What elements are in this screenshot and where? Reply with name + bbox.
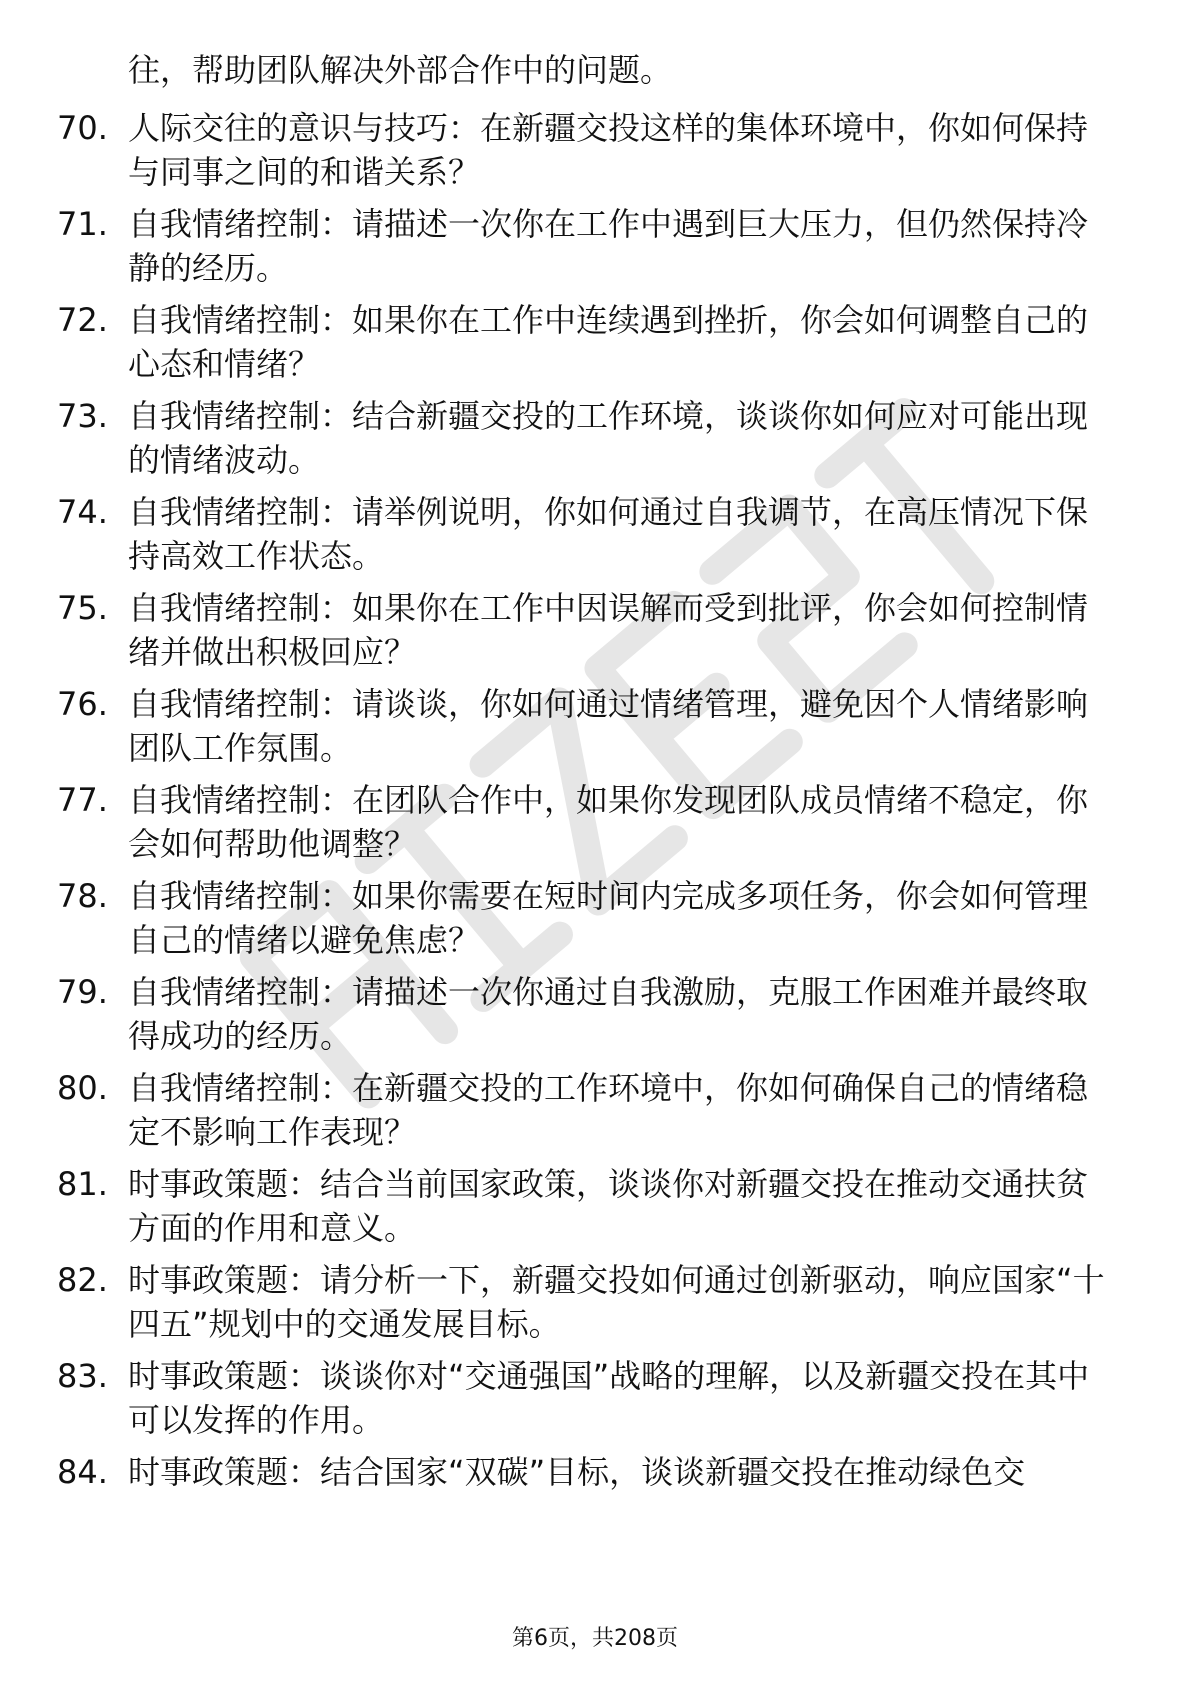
question-number: 81. xyxy=(57,1165,108,1203)
question-number: 82. xyxy=(57,1261,108,1299)
question-number: 76. xyxy=(57,685,108,723)
question-text: 自我情绪控制：如果你需要在短时间内完成多项任务，你会如何管理自己的情绪以避免焦虑？ xyxy=(128,877,1089,959)
page-number-footer: 第6页，共208页 xyxy=(512,1626,678,1651)
question-number: 83. xyxy=(57,1357,108,1395)
question-number: 70. xyxy=(57,109,108,147)
question-number: 75. xyxy=(57,589,108,627)
question-number: 84. xyxy=(57,1453,108,1491)
question-text: 时事政策题：结合国家“双碳”目标，谈谈新疆交投在推动绿色交 xyxy=(128,1453,1026,1491)
question-text: 自我情绪控制：结合新疆交投的工作环境，谈谈你如何应对可能出现的情绪波动。 xyxy=(128,397,1089,479)
question-number: 73. xyxy=(57,397,108,435)
question-text: 自我情绪控制：如果你在工作中因误解而受到批评，你会如何控制情绪并做出积极回应？ xyxy=(128,589,1089,671)
question-text: 自我情绪控制：如果你在工作中连续遇到挫折，你会如何调整自己的心态和情绪？ xyxy=(128,301,1089,383)
question-number: 72. xyxy=(57,301,108,339)
question-text: 自我情绪控制：在团队合作中，如果你发现团队成员情绪不稳定，你会如何帮助他调整？ xyxy=(128,781,1089,863)
question-text: 人际交往的意识与技巧：在新疆交投这样的集体环境中，你如何保持与同事之间的和谐关系？ xyxy=(128,109,1089,191)
question-text: 时事政策题：结合当前国家政策，谈谈你对新疆交投在推动交通扶贫方面的作用和意义。 xyxy=(128,1165,1089,1247)
question-text: 自我情绪控制：请谈谈，你如何通过情绪管理，避免因个人情绪影响团队工作氛围。 xyxy=(128,685,1089,767)
question-number: 80. xyxy=(57,1069,108,1107)
question-text: 自我情绪控制：请描述一次你通过自我激励，克服工作困难并最终取得成功的经历。 xyxy=(128,973,1089,1055)
question-number: 71. xyxy=(57,205,108,243)
question-text: 自我情绪控制：在新疆交投的工作环境中，你如何确保自己的情绪稳定不影响工作表现？ xyxy=(128,1069,1089,1151)
question-text: 时事政策题：谈谈你对“交通强国”战略的理解，以及新疆交投在其中可以发挥的作用。 xyxy=(128,1357,1090,1439)
question-text: 自我情绪控制：请举例说明，你如何通过自我调节，在高压情况下保持高效工作状态。 xyxy=(128,493,1089,575)
question-number: 77. xyxy=(57,781,108,819)
question-text: 自我情绪控制：请描述一次你在工作中遇到巨大压力，但仍然保持冷静的经历。 xyxy=(128,205,1089,287)
question-number: 78. xyxy=(57,877,108,915)
question-number: 79. xyxy=(57,973,108,1011)
continued-answer-text: 往，帮助团队解决外部合作中的问题。 xyxy=(128,51,673,89)
question-number: 74. xyxy=(57,493,108,531)
question-text: 时事政策题：请分析一下，新疆交投如何通过创新驱动，响应国家“十四五”规划中的交通发展目标。 xyxy=(128,1261,1105,1343)
